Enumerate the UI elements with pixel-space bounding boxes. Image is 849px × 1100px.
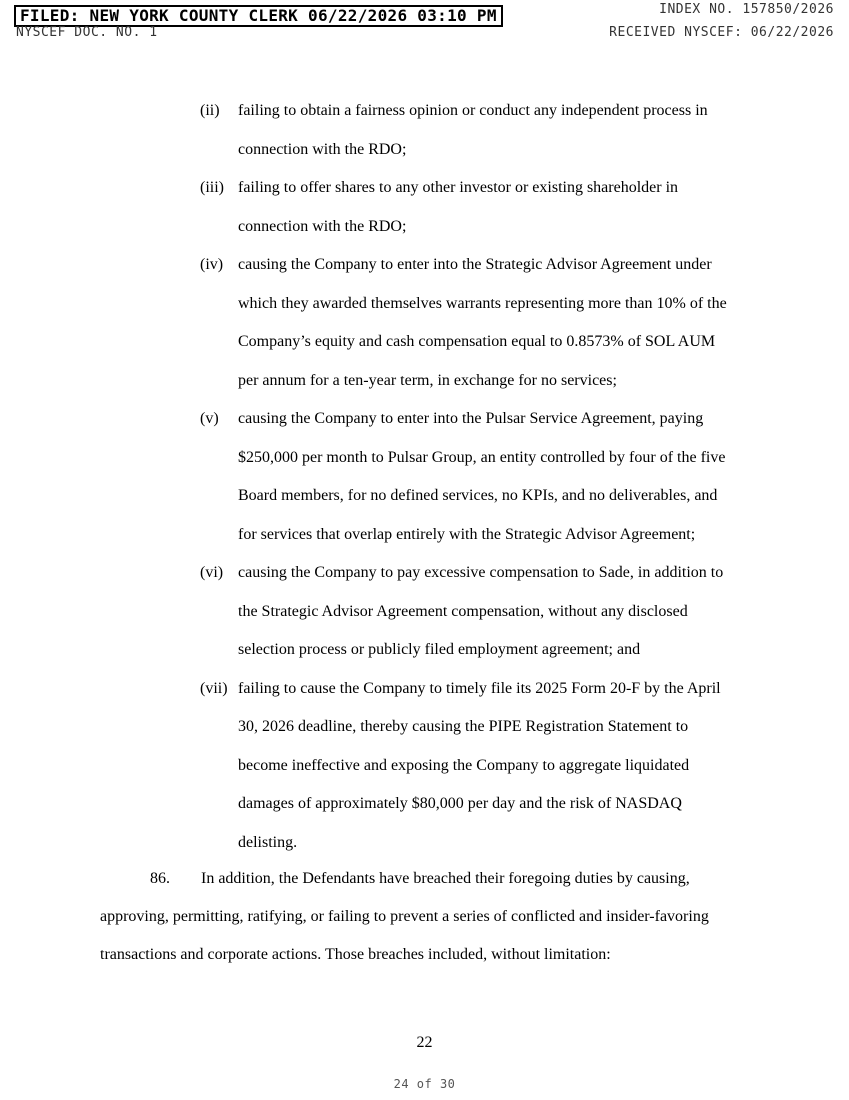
list-item-line: 30, 2026 deadline, thereby causing the PIPE Registration Statement to [238,718,689,735]
list-item-line: Board members, for no defined services, no KPIs, and no deliverables, and [238,487,718,504]
list-item-line: per annum for a ten-year term, in exchange for no services; [238,371,617,389]
list-item-number: (ii) [200,102,220,119]
list-item-number: (v) [200,410,219,427]
list-item-line: delisting. [238,833,298,851]
filed-stamp: FILED: NEW YORK COUNTY CLERK 06/22/2026 03:10 PM [14,5,503,27]
index-number: INDEX NO. 157850/2026 [659,2,834,17]
list-item-number: (vii) [200,679,228,697]
list-item-line: causing the Company to enter into the Pulsar Service Agreement, paying [238,410,704,427]
paragraph-line: transactions and corporate actions. Those breaches included, without limitation: [100,946,611,963]
list-item-line: Company’s equity and cash compensation equal to 0.8573% of SOL AUM [238,333,716,350]
list-item-line: $250,000 per month to Pulsar Group, an entity controlled by four of the five [238,448,726,466]
list-item-line: selection process or publicly filed employment agreement; and [238,641,641,658]
list-item-number: (vi) [200,564,224,581]
list-item-line: failing to offer shares to any other investor or existing shareholder in [238,179,679,196]
list-item-line: connection with the RDO; [238,217,407,235]
list-item-line: causing the Company to enter into the Strategic Advisor Agreement under [238,256,712,273]
paragraph-line: approving, permitting, ratifying, or failing to prevent a series of conflicted and insider-favoring [100,908,709,925]
list-item-line: which they awarded themselves warrants representing more than 10% of the [238,294,727,312]
list-item-number: (iii) [200,179,224,196]
page-number: 22 [416,1034,433,1051]
list-item-line: failing to obtain a fairness opinion or conduct any independent process in [238,102,708,119]
paragraph-number: 86. [150,870,170,887]
list-item-line: connection with the RDO; [238,140,407,158]
list-item-number: (iv) [200,256,224,273]
paragraph-line: In addition, the Defendants have breached their foregoing duties by causing, [201,870,690,887]
list-item-line: for services that overlap entirely with the Strategic Advisor Agreement; [238,525,696,543]
received-date: RECEIVED NYSCEF: 06/22/2026 [609,25,834,40]
list-item-line: the Strategic Advisor Agreement compensation, without any disclosed [238,602,688,620]
list-item-line: damages of approximately $80,000 per day and the risk of NASDAQ [238,795,682,812]
list-item-line: failing to cause the Company to timely file its 2025 Form 20-F by the April [238,679,721,697]
list-item-line: causing the Company to pay excessive compensation to Sade, in addition to [238,564,724,581]
page-count: 24 of 30 [393,1077,456,1091]
list-item-line: become ineffective and exposing the Company to aggregate liquidated [238,756,690,774]
nyscef-doc-number: NYSCEF DOC. NO. 1 [16,25,158,40]
